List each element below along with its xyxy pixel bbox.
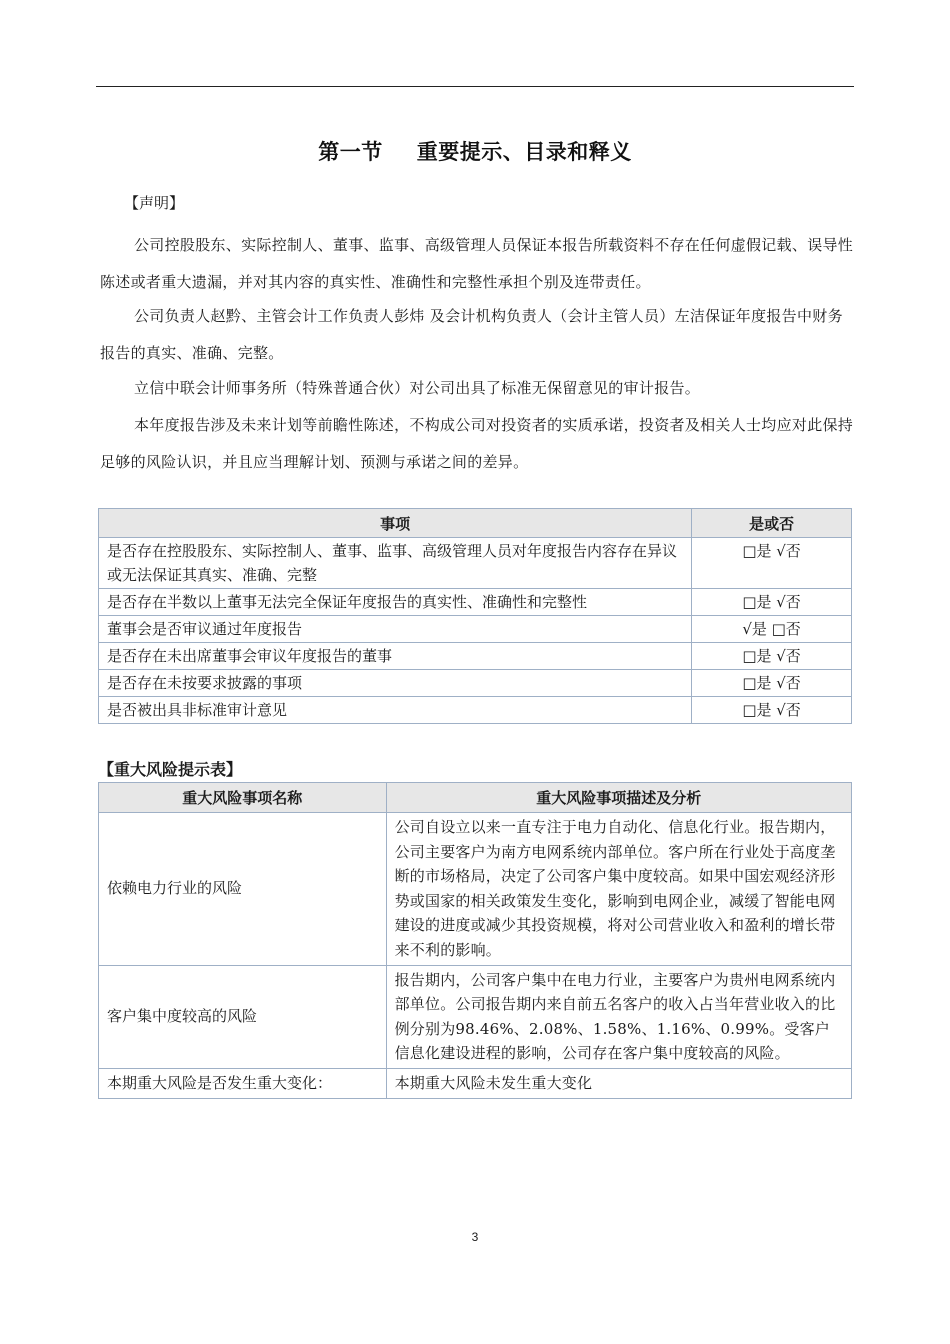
table-row — [99, 538, 852, 589]
column-header: 事项 — [99, 509, 692, 538]
matter-answer: □是 √否 — [692, 538, 852, 589]
risk-name: 本期重大风险是否发生重大变化： — [99, 1068, 387, 1098]
matter-answer: □是 √否 — [692, 670, 852, 697]
notice-heading: 【声明】 — [124, 194, 185, 212]
matter-item: 是否存在半数以上董事无法完全保证年度报告的真实性、准确性和完整性 — [99, 589, 692, 616]
matter-answer: □是 √否 — [692, 589, 852, 616]
notice-paragraph: 公司负责人赵黔、主管会计工作负责人彭炜 及会计机构负责人（会计主管人员）左洁保证年度报告中财务报告的真实、准确、完整。 — [100, 307, 843, 362]
risk-description: 报告期内，公司客户集中在电力行业，主要客户为贵州电网系统内部单位。公司报告期内来自前五名客户的收入占当年营业收入的比例分别为98.46%、2.08%、1.58%、1.16%、0.99%。受客户信息化建设进程的影响，公司存在客户集中度较高的风险。 — [386, 965, 851, 1068]
risk-name: 客户集中度较高的风险 — [99, 965, 387, 1068]
matter-item: 是否存在未按要求披露的事项 — [99, 670, 692, 697]
page-number: 3 — [471, 1230, 479, 1244]
risk-description: 公司自设立以来一直专注于电力自动化、信息化行业。报告期内，公司主要客户为南方电网系统内部单位。客户所在行业处于高度垄断的市场格局，决定了公司客户集中度较高。如果中国宏观经济形势或国家的相关政策发生变化，影响到电网企业，减缓了智能电网建设的进度或减少其投资规模，将对公司营业收入和盈利的增长带来不利的影响。 — [386, 813, 851, 966]
table-row — [99, 1068, 852, 1098]
section-title — [0, 136, 950, 166]
risk-table — [98, 782, 852, 1099]
risk-table-heading: 【重大风险提示表】 — [98, 760, 243, 779]
table-row — [99, 616, 852, 643]
notice-paragraph: 立信中联会计师事务所（特殊普通合伙）对公司出具了标准无保留意见的审计报告。 — [134, 379, 701, 397]
matter-item: 董事会是否审议通过年度报告 — [99, 616, 692, 643]
header-rule — [96, 86, 854, 87]
table-header-row — [99, 783, 852, 813]
notice-paragraph: 公司控股股东、实际控制人、董事、监事、高级管理人员保证本报告所载资料不存在任何虚假记载、误导性陈述或者重大遗漏，并对其内容的真实性、准确性和完整性承担个别及连带责任。 — [100, 236, 854, 291]
matter-item: 是否存在未出席董事会审议年度报告的董事 — [99, 643, 692, 670]
table-row — [99, 589, 852, 616]
table-header-row — [99, 509, 852, 538]
matters-table — [98, 508, 852, 724]
table-row — [99, 670, 852, 697]
section-title-text: 重要提示、目录和释义 — [416, 140, 632, 164]
matter-item: 是否存在控股股东、实际控制人、董事、监事、高级管理人员对年度报告内容存在异议或无法保证其真实、准确、完整 — [99, 538, 692, 589]
table-row — [99, 813, 852, 966]
table-row — [99, 965, 852, 1068]
table-row — [99, 643, 852, 670]
matter-item: 是否被出具非标准审计意见 — [99, 697, 692, 724]
matter-answer: □是 √否 — [692, 697, 852, 724]
section-label: 第一节 — [318, 140, 383, 164]
column-header: 是或否 — [692, 509, 852, 538]
matter-answer: □是 √否 — [692, 643, 852, 670]
column-header: 重大风险事项名称 — [99, 783, 387, 813]
notice-paragraph: 本年度报告涉及未来计划等前瞻性陈述，不构成公司对投资者的实质承诺，投资者及相关人士均应对此保持足够的风险认识，并且应当理解计划、预测与承诺之间的差异。 — [100, 416, 854, 471]
matter-answer: √是 □否 — [692, 616, 852, 643]
risk-description: 本期重大风险未发生重大变化 — [386, 1068, 851, 1098]
column-header: 重大风险事项描述及分析 — [386, 783, 851, 813]
risk-name: 依赖电力行业的风险 — [99, 813, 387, 966]
table-row — [99, 697, 852, 724]
